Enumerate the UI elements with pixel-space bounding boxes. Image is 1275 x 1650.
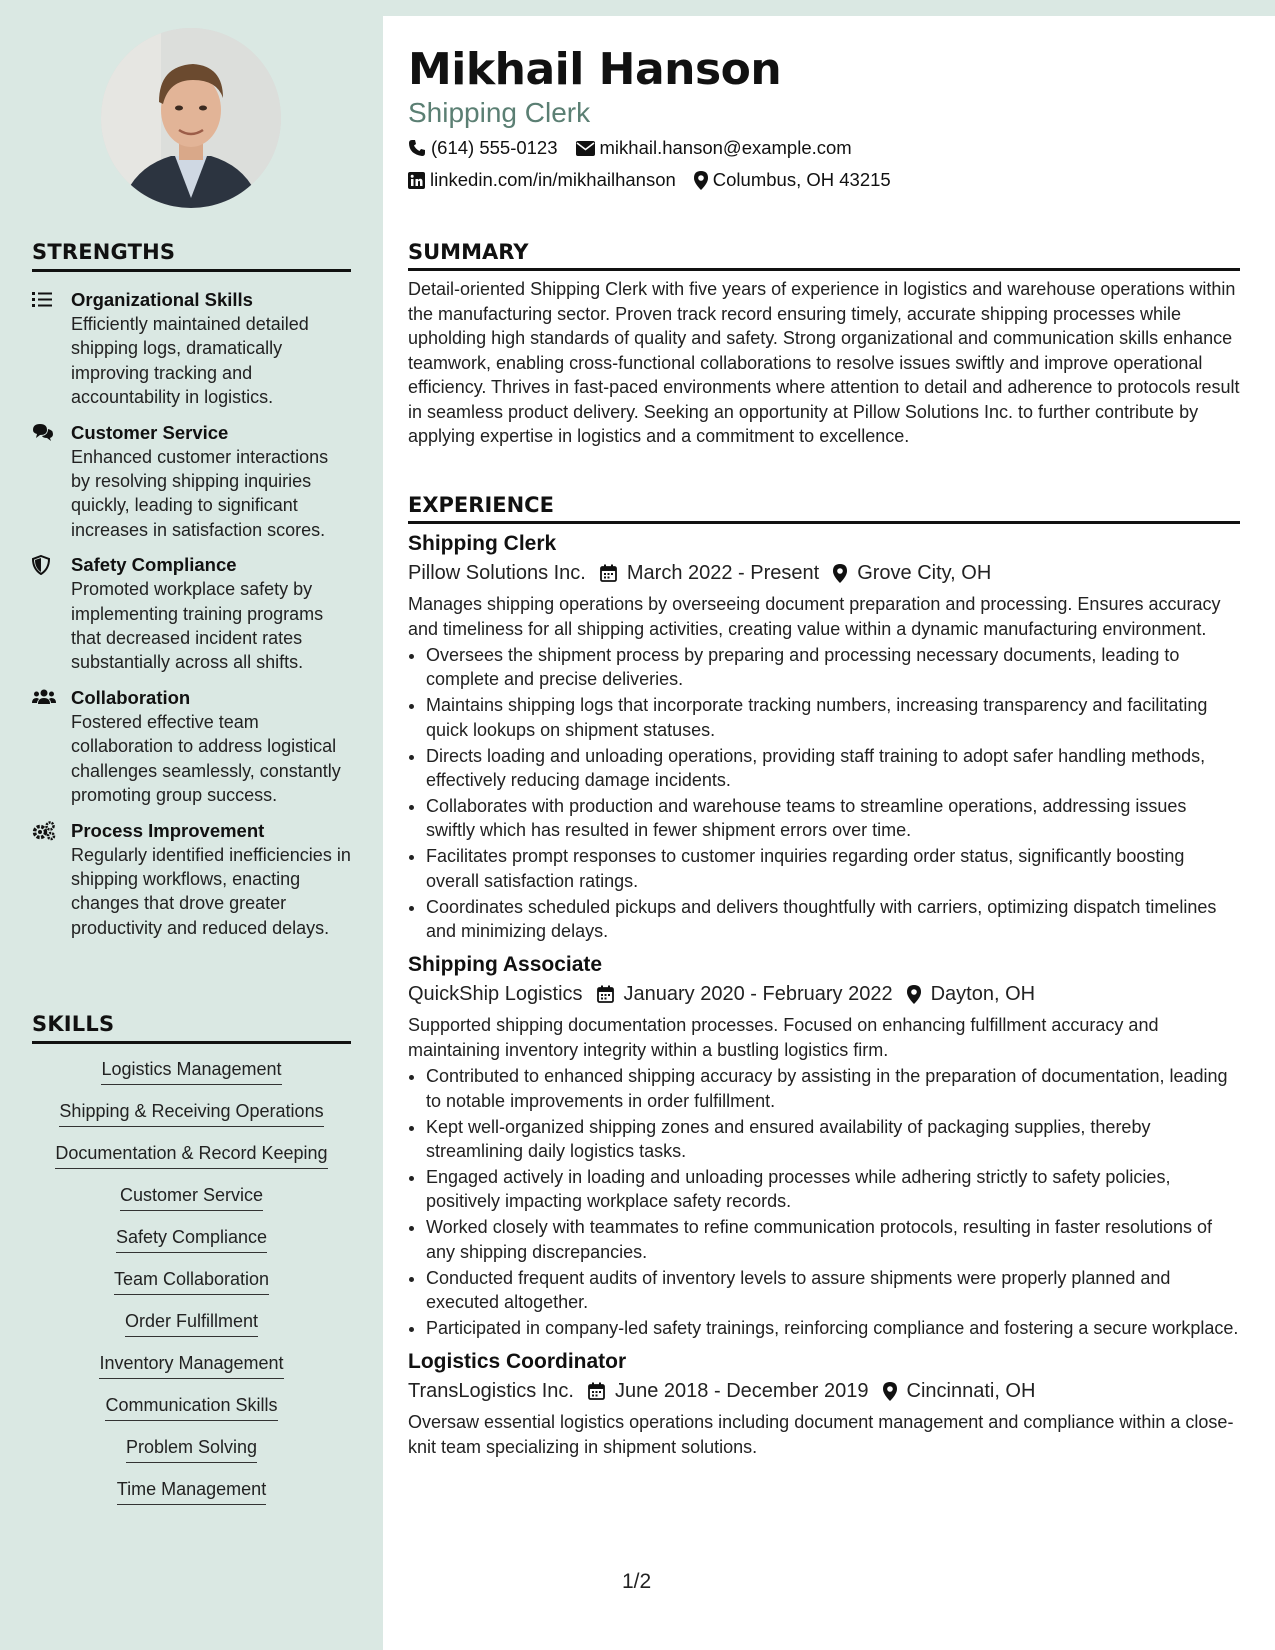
strength-description: Promoted workplace safety by implementing training programs that decreased incident rates substantially across all shifts. [71,579,324,673]
skill-tag: Communication Skills [105,1394,277,1421]
page-indicator: 1/2 [622,1570,652,1593]
skill-tag: Team Collaboration [114,1268,269,1295]
skill-tag: Problem Solving [126,1436,257,1463]
header-strip [383,0,1275,16]
job-bullet: • Oversees the shipment process by preparing and processing necessary documents, leading to complete and precise deliveries. [426,643,1240,692]
job-bullets [408,1064,1240,1340]
strengths-heading: STRENGTHS [32,240,351,272]
experience-section [408,493,1240,1459]
strength-item [32,819,351,941]
chat-bubbles-icon [32,423,56,443]
job-dates [597,979,893,1009]
job-dates-text: March 2022 - Present [626,562,820,584]
skill-tag: Documentation & Record Keeping [55,1142,327,1169]
map-pin-icon [833,564,847,583]
job-meta [408,979,1240,1009]
phone-contact[interactable] [408,137,558,159]
map-pin-icon [694,171,708,190]
job-bullet: • Engaged actively in loading and unloading processes while adhering strictly to safety policies, positively impacting workplace safety records. [426,1165,1240,1214]
job-entry [408,951,1240,1340]
job-entry [408,530,1240,943]
company-name: Pillow Solutions Inc. [408,562,586,584]
calendar-icon [597,985,614,1003]
linkedin-contact[interactable] [408,169,676,191]
job-bullet: • Kept well-organized shipping zones and ensured availability of packaging supplies, thereby streamlining daily logistics tasks. [426,1115,1240,1164]
strength-description: Regularly identified inefficiencies in shipping workflows, enacting changes that drove greater productivity and reduced delays. [71,844,351,938]
job-bullet: • Collaborates with production and warehouse teams to streamline operations, addressing issues swiftly which has resulted in fewer shipment errors over time. [426,794,1240,843]
job-location-text: Dayton, OH [930,983,1036,1006]
calendar-icon [600,564,617,582]
job-meta [408,558,1240,588]
company-name: QuickShip Logistics [408,983,583,1006]
skills-heading: SKILLS [32,1012,351,1044]
skill-tag: Order Fulfillment [125,1310,258,1337]
location-text: Columbus, OH 43215 [712,169,891,190]
job-bullet: • Facilitates prompt responses to customer inquiries regarding order status, significantly boosting overall satisfaction ratings. [426,844,1240,893]
strength-description: Enhanced customer interactions by resolving shipping inquiries quickly, leading to significant increases in satisfaction scores. [71,446,329,540]
list-icon [32,290,56,310]
experience-heading: EXPERIENCE [408,493,1240,524]
profile-photo [101,28,281,208]
skill-tag: Safety Compliance [116,1226,267,1253]
job-dates [600,558,819,588]
skill-tag: Inventory Management [99,1352,283,1379]
candidate-name: Mikhail Hanson [408,44,782,95]
shield-icon [32,555,56,575]
linkedin-text: linkedin.com/in/mikhailhanson [430,169,676,190]
summary-text: Detail-oriented Shipping Clerk with five years of experience in logistics and warehouse operations within the manufacturing sector. Proven track record ensuring timely, accurate shipping processes while upholding high standards of quality and safety. Strong organizational and communication skills enhance teamwork, enabling cross-functional collaborations to resolve issues swiftly and improve operational efficiency. Thrives in fast-paced environments where attention to detail and adherence to protocols result in seamless product delivery. Seeking an opportunity at Pillow Solutions Inc. to further contribute by applying expertise in logistics and a commitment to excellence. [408,279,1240,446]
strength-item [32,421,351,543]
job-location [833,558,991,588]
map-pin-icon [883,1382,897,1401]
map-pin-icon [907,985,921,1004]
users-icon [32,688,56,708]
company-name: TransLogistics Inc. [408,1380,574,1403]
header [408,44,1240,196]
job-description: Supported shipping documentation processes. Focused on enhancing fulfillment accuracy and maintaining inventory integrity within a bustling logistics firm. [408,1015,1159,1060]
skill-tag: Logistics Management [101,1058,281,1085]
skills-section [32,1012,351,1520]
summary-heading: SUMMARY [408,240,1240,271]
skill-tag: Time Management [117,1478,266,1505]
linkedin-icon [408,172,425,189]
strength-description: Efficiently maintained detailed shipping logs, dramatically improving tracking and accountability in logistics. [71,314,309,408]
strength-item [32,686,351,808]
job-location-text: Grove City, OH [857,562,992,584]
contact-row [408,164,1240,196]
gears-icon [32,821,56,841]
phone-icon [408,139,426,157]
strength-title: Organizational Skills [71,289,253,310]
strength-item [32,553,351,675]
email-text: mikhail.hanson@example.com [599,137,852,158]
job-location-text: Cincinnati, OH [906,1380,1036,1403]
job-title: Shipping Clerk [408,532,557,555]
strength-title: Process Improvement [71,819,265,841]
job-title: Shipping Associate [408,953,603,977]
strength-title: Customer Service [71,421,229,443]
strength-title: Collaboration [71,686,191,708]
strength-item [32,288,351,410]
contact-row [408,132,1240,164]
job-description: Oversaw essential logistics operations including document management and compliance within a close-knit team specializing in shipment solutions. [408,1412,1234,1457]
job-bullet: • Participated in company-led safety trainings, reinforcing compliance and fostering a secure workplace. [426,1316,1240,1340]
job-bullet: • Directs loading and unloading operations, providing staff training to adopt safer handling methods, effectively reducing damage incidents. [426,744,1240,793]
skill-tag: Shipping & Receiving Operations [59,1100,323,1127]
job-bullet: • Maintains shipping logs that incorporate tracking numbers, increasing transparency and facilitating quick lookups on shipment statuses. [426,693,1240,742]
job-dates-text: June 2018 - December 2019 [615,1380,869,1403]
job-bullet: • Worked closely with teammates to refine communication protocols, resulting in faster resolutions of any shipping discrepancies. [426,1215,1240,1264]
strengths-section [32,240,351,940]
job-dates-text: January 2020 - February 2022 [623,983,893,1006]
job-meta [408,1376,1240,1406]
job-location [883,1376,1036,1406]
envelope-icon [576,141,595,156]
skills-list [32,1044,351,1520]
job-bullet: • Coordinates scheduled pickups and delivers thoughtfully with carriers, optimizing dispatch timelines and minimizing delays. [426,895,1240,944]
job-description: Manages shipping operations by overseeing document preparation and processing. Ensures accuracy and timeliness for all shipping activities, creating value within a dynamic manufacturing environment. [408,594,1221,639]
location-contact [694,169,891,191]
calendar-icon [588,1382,605,1400]
strength-description: Fostered effective team collaboration to address logistical challenges seamlessly, constantly promoting group success. [71,711,341,806]
skill-tag: Customer Service [120,1184,263,1211]
job-title: Logistics Coordinator [408,1350,627,1374]
job-entry [408,1348,1240,1459]
job-location [907,979,1035,1009]
job-bullets [408,643,1240,943]
strength-title: Safety Compliance [71,554,237,576]
summary-section [408,240,1240,449]
job-bullet: • Conducted frequent audits of inventory levels to assure shipments were properly planned and executed altogether. [426,1266,1240,1315]
job-role: Shipping Clerk [408,97,591,128]
phone-text: (614) 555-0123 [431,137,558,158]
job-bullet: • Contributed to enhanced shipping accuracy by assisting in the preparation of documentation, leading to notable improvements in order fulfillment. [426,1064,1240,1113]
job-dates [588,1376,869,1406]
email-contact[interactable] [576,137,852,159]
